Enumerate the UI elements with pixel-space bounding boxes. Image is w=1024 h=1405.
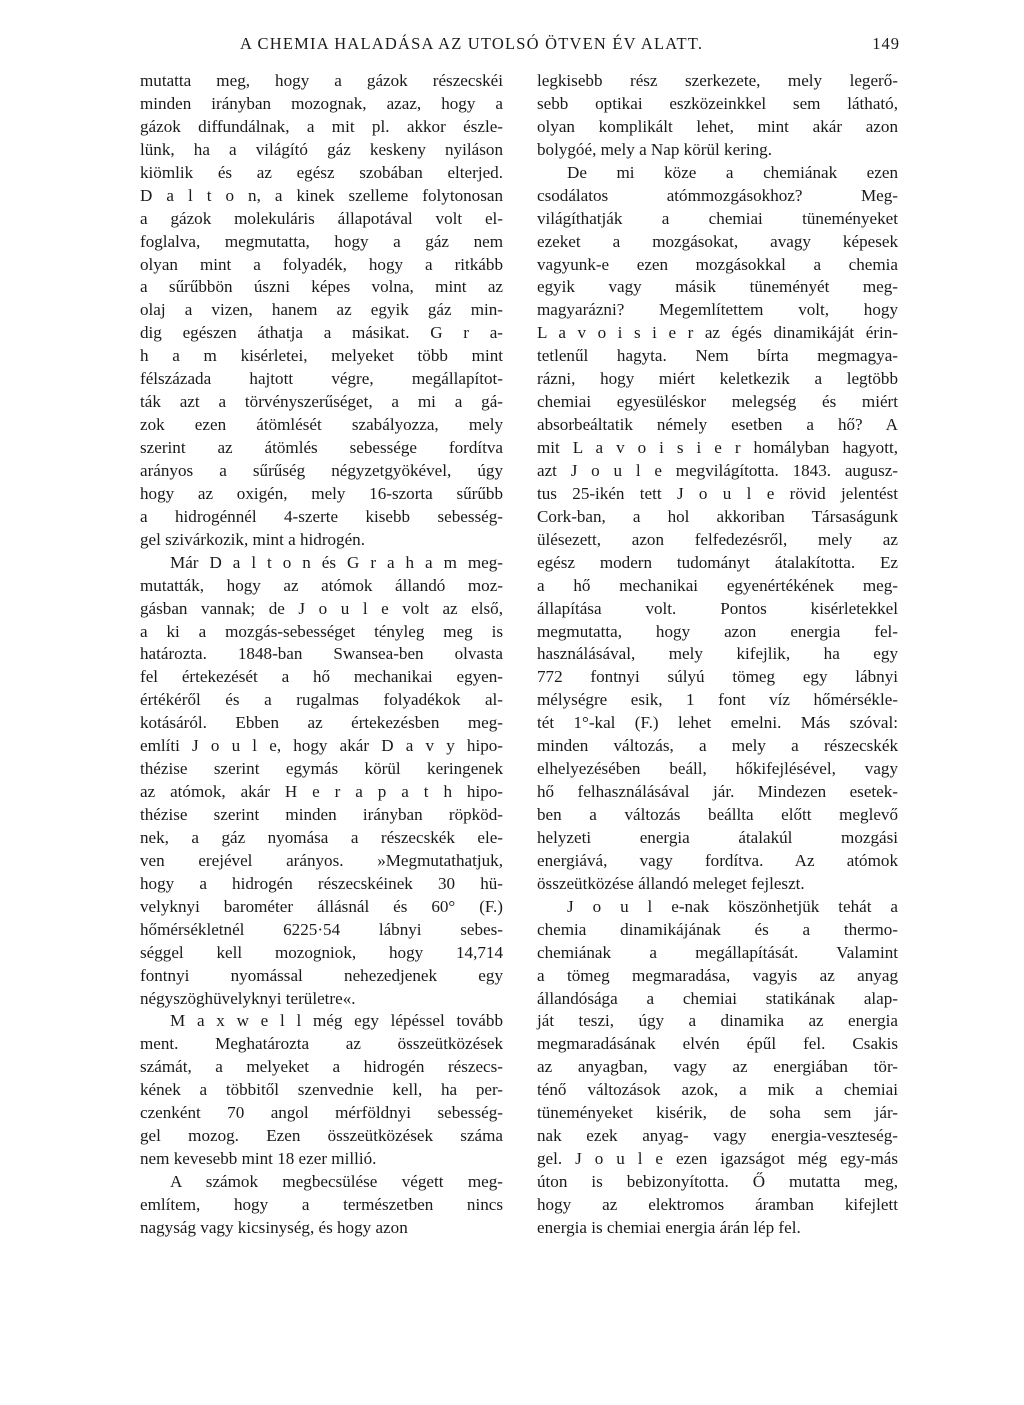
text-line: A számok megbecsülése végett meg- [170, 1172, 503, 1191]
text-line: ját teszi, úgy a dinamika az energia [537, 1011, 898, 1031]
text-line: az atómok, akár H e r a p a t h hipo- [140, 782, 503, 802]
text-line: foglalva, megmutatta, hogy a gáz nem [140, 231, 503, 251]
text-line: chemiai egyesüléskor melegség és miért [537, 392, 898, 412]
text-line: dig egészen áthatja a másikat. G r a- [140, 323, 503, 343]
text-line: értékéről és a rugalmas folyadékok al- [140, 690, 503, 710]
text-line: számát, a melyeket a hidrogén részecs- [140, 1057, 503, 1077]
text-line: nem kevesebb mint 18 ezer millió. [140, 1149, 377, 1169]
text-line: a tömeg megmaradása, vagyis az anyag [537, 965, 898, 985]
text-line: ment. Meghatározta az összeütközések [140, 1034, 503, 1054]
page-header [140, 34, 900, 56]
text-line: fel értekezését a hő mechanikai egyen- [140, 667, 503, 687]
text-line: kotásáról. Ebben az értekezésben meg- [140, 713, 503, 733]
text-line: összeütközése állandó meleget fejleszt. [537, 873, 805, 893]
text-line: arányos a sűrűség négyzetgyökével, úgy [140, 460, 503, 480]
text-line: 772 fontnyi súlyú tömeg egy lábnyi [537, 667, 898, 687]
text-line: De mi köze a chemiának ezen [567, 162, 898, 182]
text-line: nek, a gáz nyomása a részecskék ele- [140, 827, 503, 847]
text-line: a sűrűbbön úszni képes volna, mint az [140, 277, 503, 297]
text-line: mutatta meg, hogy a gázok részecskéi [140, 71, 503, 90]
text-line: elhelyezésében beáll, hőkifejlésével, vagy [537, 759, 898, 779]
text-line: kének a többitől szenvednie kell, ha per- [140, 1080, 503, 1100]
page-number: 149 [872, 34, 900, 53]
text-line: hő felhasználásával jár. Mindezen esetek- [537, 782, 898, 802]
text-line: ven erejével arányos. »Megmutathatjuk, [140, 850, 503, 870]
text-line: rázni, hogy miért keletkezik a legtöbb [537, 369, 898, 389]
text-line: gel mozog. Ezen összeütközések száma [140, 1126, 503, 1146]
text-line: thézise szerint minden irányban röpköd- [140, 805, 503, 824]
text-line: állapítása volt. Pontos kisérletekkel [537, 598, 898, 618]
text-line: olyan mint a folyadék, hogy a ritkább [140, 254, 503, 274]
text-line: a ki a mozgás-sebességet tényleg meg is [140, 621, 503, 641]
text-line: említi J o u l e, hogy akár D a v y hipo- [140, 736, 503, 756]
text-line: ténő változások azok, a mik a chemiai [537, 1080, 898, 1100]
text-line: energiává, vagy fordítva. Az atómok [537, 850, 898, 870]
text-line: tét 1°-kal (F.) lehet emelni. Más szóval: [537, 713, 898, 733]
text-line: fontnyi nyomással nehezedjenek egy [140, 965, 503, 985]
right-text-column [537, 70, 898, 1240]
text-line: megmutatta, hogy azon energia fel- [537, 621, 898, 641]
text-line: ülésezett, azon felfedezésről, mely az [537, 529, 898, 549]
text-line: nak ezek anyag- vagy energia-veszteség- [537, 1126, 898, 1146]
text-line: mélységre esik, 1 font víz hőmérsékle- [537, 690, 898, 710]
text-line: lünk, ha a világító gáz keskeny nyiláson [140, 139, 503, 159]
text-line: chemiának a megállapítását. Valamint [537, 942, 898, 962]
text-line: bolygóé, mely a Nap körül kering. [537, 139, 772, 159]
text-line: kiömlik és az egész szobában elterjed. [140, 162, 503, 182]
text-line: Már D a l t o n és G r a h a m meg- [170, 552, 503, 572]
text-line: minden irányban mozognak, azaz, hogy a [140, 93, 503, 113]
text-line: magyarázni? Megemlítettem volt, hogy [537, 300, 898, 320]
text-line: D a l t o n, a kinek szelleme folytonosan [140, 185, 503, 205]
text-line: mutatták, hogy az atómok állandó moz- [140, 575, 503, 595]
text-line: absorbeáltatik némely esetben a hő? A [537, 415, 898, 435]
text-line: ták azt a törvényszerűséget, a mi a gá- [140, 392, 503, 412]
text-line: a hidrogénnél 4-szerte kisebb sebesség- [140, 506, 503, 526]
text-line: a hő mechanikai egyenértékének meg- [537, 575, 898, 595]
text-line: határozta. 1848-ban Swansea-ben olvasta [140, 644, 503, 664]
text-line: világíthatják a chemiai tüneményeket [537, 208, 898, 228]
text-line: az anyagban, vagy az energiában tör- [537, 1057, 898, 1077]
text-line: nagyság vagy kicsinység, és hogy azon [140, 1217, 408, 1237]
text-line: azt J o u l e megvilágította. 1843. augusz- [537, 460, 898, 480]
text-line: tus 25-ikén tett J o u l e rövid jelentést [537, 483, 898, 503]
left-text-column [140, 70, 503, 1240]
text-line: energia is chemiai energia árán lép fel. [537, 1217, 801, 1237]
text-line: egész modern tudományt átalakította. Ez [537, 552, 898, 572]
text-line: tüneményeket kisérik, de soha sem jár- [537, 1103, 898, 1123]
text-line: olyan komplikált lehet, mint akár azon [537, 116, 898, 136]
text-line: minden változás, a mely a részecskék [537, 736, 898, 756]
text-line: négyszöghüvelyknyi területre«. [140, 988, 356, 1008]
text-line: mit L a v o i s i e r homályban hagyott, [537, 438, 898, 457]
text-line: M a x w e l l még egy lépéssel tovább [170, 1011, 503, 1031]
text-line: tetlenűl hagyta. Nem bírta megmagya- [537, 346, 898, 366]
text-line: hogy a hidrogén részecskéinek 30 hü- [140, 873, 503, 893]
text-line: úton is bebizonyította. Ő mutatta meg, [537, 1172, 898, 1191]
text-line: zok ezen átömlését szabályozza, mely [140, 415, 503, 435]
text-line: említem, hogy a természetben nincs [140, 1194, 503, 1214]
text-line: gázok diffundálnak, a mit pl. akkor észle- [140, 116, 503, 136]
text-line: helyzeti energia átalakúl mozgási [537, 827, 898, 847]
text-line: legkisebb rész szerkezete, mely legerő- [537, 71, 898, 90]
text-line: J o u l e-nak köszönhetjük tehát a [567, 896, 898, 916]
text-line: gel. J o u l e ezen igazságot még egy-más [537, 1149, 898, 1169]
text-line: hogy az oxigén, mely 16-szorta sűrűbb [140, 483, 503, 503]
text-line: h a m kisérletei, melyeket több mint [140, 346, 503, 366]
text-line: czenként 70 angol mérföldnyi sebesség- [140, 1103, 503, 1123]
text-line: chemia dinamikájának és a thermo- [537, 919, 898, 939]
text-line: olaj a vizen, hanem az egyik gáz min- [140, 300, 503, 320]
text-line: hogy az elektromos áramban kifejlett [537, 1194, 898, 1214]
text-line: megmaradásának elvén épűl fel. Csakis [537, 1034, 898, 1054]
text-line: Cork-ban, a hol akkoriban Társaságunk [537, 506, 898, 526]
text-line: gásban vannak; de J o u l e volt az első, [140, 598, 503, 618]
text-line: ben a változás beállta előtt meglevő [537, 805, 898, 824]
text-line: egyik vagy másik tüneményét meg- [537, 277, 898, 297]
text-line: velyknyi barométer állásnál és 60° (F.) [140, 896, 503, 916]
text-line: gel szivárkozik, mint a hidrogén. [140, 529, 366, 549]
text-line: sebb optikai eszközeinkkel sem látható, [537, 93, 898, 113]
text-line: ezeket a mozgásokat, avagy képesek [537, 231, 898, 251]
text-line: hőmérsékletnél 6225·54 lábnyi sebes- [140, 919, 503, 939]
text-line: szerint az átömlés sebessége fordítva [140, 438, 503, 457]
text-line: félszázada hajtott végre, megállapítot- [140, 369, 503, 389]
text-line: L a v o i s i e r az égés dinamikáját érin- [537, 323, 898, 343]
text-line: thézise szerint egymás körül keringenek [140, 759, 503, 779]
text-line: csodálatos atómmozgásokhoz? Meg- [537, 185, 898, 205]
text-line: séggel kell mozogniok, hogy 14,714 [140, 942, 503, 962]
text-line: a gázok molekuláris állapotával volt el- [140, 208, 503, 228]
running-title: A CHEMIA HALADÁSA AZ UTOLSÓ ÖTVEN ÉV ALATT. [240, 34, 704, 53]
text-line: használásával, mely kifejlik, ha egy [537, 644, 898, 664]
text-line: vagyunk-e ezen mozgásokkal a chemia [537, 254, 898, 274]
text-line: állandósága a chemiai statikának alap- [537, 988, 898, 1008]
